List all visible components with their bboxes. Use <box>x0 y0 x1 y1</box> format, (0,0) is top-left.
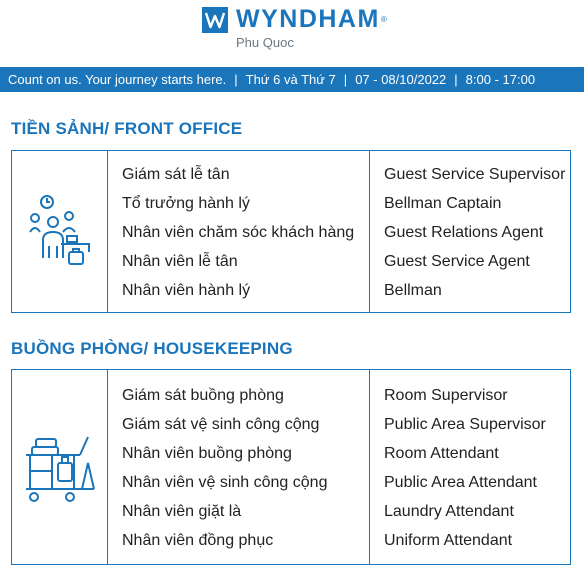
column-divider <box>369 151 370 312</box>
housekeeping-icon-cell <box>12 370 107 564</box>
location-label: Phu Quoc <box>236 35 294 50</box>
list-item: Laundry Attendant <box>384 503 514 520</box>
list-item: Guest Service Agent <box>384 253 530 270</box>
banner-slogan: Count on us. Your journey starts here. <box>8 72 227 87</box>
list-item: Nhân viên chăm sóc khách hàng <box>122 224 355 241</box>
housekeeping-cart-icon <box>22 427 98 507</box>
list-item: Nhân viên giặt là <box>122 503 242 520</box>
housekeeping-table <box>11 369 571 565</box>
list-item: Bellman <box>384 282 442 299</box>
list-item: Nhân viên lễ tân <box>122 253 238 270</box>
list-item: Guest Service Supervisor <box>384 166 566 183</box>
list-item: Giám sát lễ tân <box>122 166 230 183</box>
list-item: Public Area Attendant <box>384 474 537 491</box>
list-item: Giám sát vệ sinh công cộng <box>122 416 320 433</box>
front-office-table <box>11 150 571 313</box>
list-item: Giám sát buồng phòng <box>122 387 284 404</box>
front-desk-staff-icon <box>25 192 95 272</box>
list-item: Nhân viên vệ sinh công cộng <box>122 474 328 491</box>
list-item: Nhân viên đồng phục <box>122 532 274 549</box>
front-office-icon-cell <box>12 151 107 312</box>
banner-dates: 07 - 08/10/2022 <box>355 72 447 87</box>
list-item: Nhân viên hành lý <box>122 282 251 299</box>
column-divider <box>107 370 108 564</box>
list-item: Bellman Captain <box>384 195 502 212</box>
banner-separator: | <box>343 72 348 87</box>
registered-mark: ® <box>380 15 387 24</box>
front-office-title: TIỀN SẢNH/ FRONT OFFICE <box>11 119 243 138</box>
banner-separator: | <box>454 72 458 87</box>
banner-hours: 8:00 - 17:00 <box>465 72 536 87</box>
column-divider <box>369 370 370 564</box>
list-item: Guest Relations Agent <box>384 224 544 241</box>
list-item: Room Supervisor <box>384 387 508 404</box>
list-item: Tổ trưởng hành lý <box>122 195 250 212</box>
list-item: Nhân viên buồng phòng <box>122 445 292 462</box>
list-item: Room Attendant <box>384 445 499 462</box>
brand-logo <box>202 5 387 34</box>
event-banner <box>0 67 584 92</box>
housekeeping-title: BUỒNG PHÒNG/ HOUSEKEEPING <box>11 339 293 358</box>
column-divider <box>107 151 108 312</box>
banner-days: Thứ 6 và Thứ 7 <box>245 72 336 87</box>
header <box>0 0 584 64</box>
brand-name: WYNDHAM <box>236 5 380 33</box>
wyndham-logo-icon <box>202 7 228 33</box>
banner-separator: | <box>234 72 238 87</box>
list-item: Public Area Supervisor <box>384 416 546 433</box>
list-item: Uniform Attendant <box>384 532 513 549</box>
